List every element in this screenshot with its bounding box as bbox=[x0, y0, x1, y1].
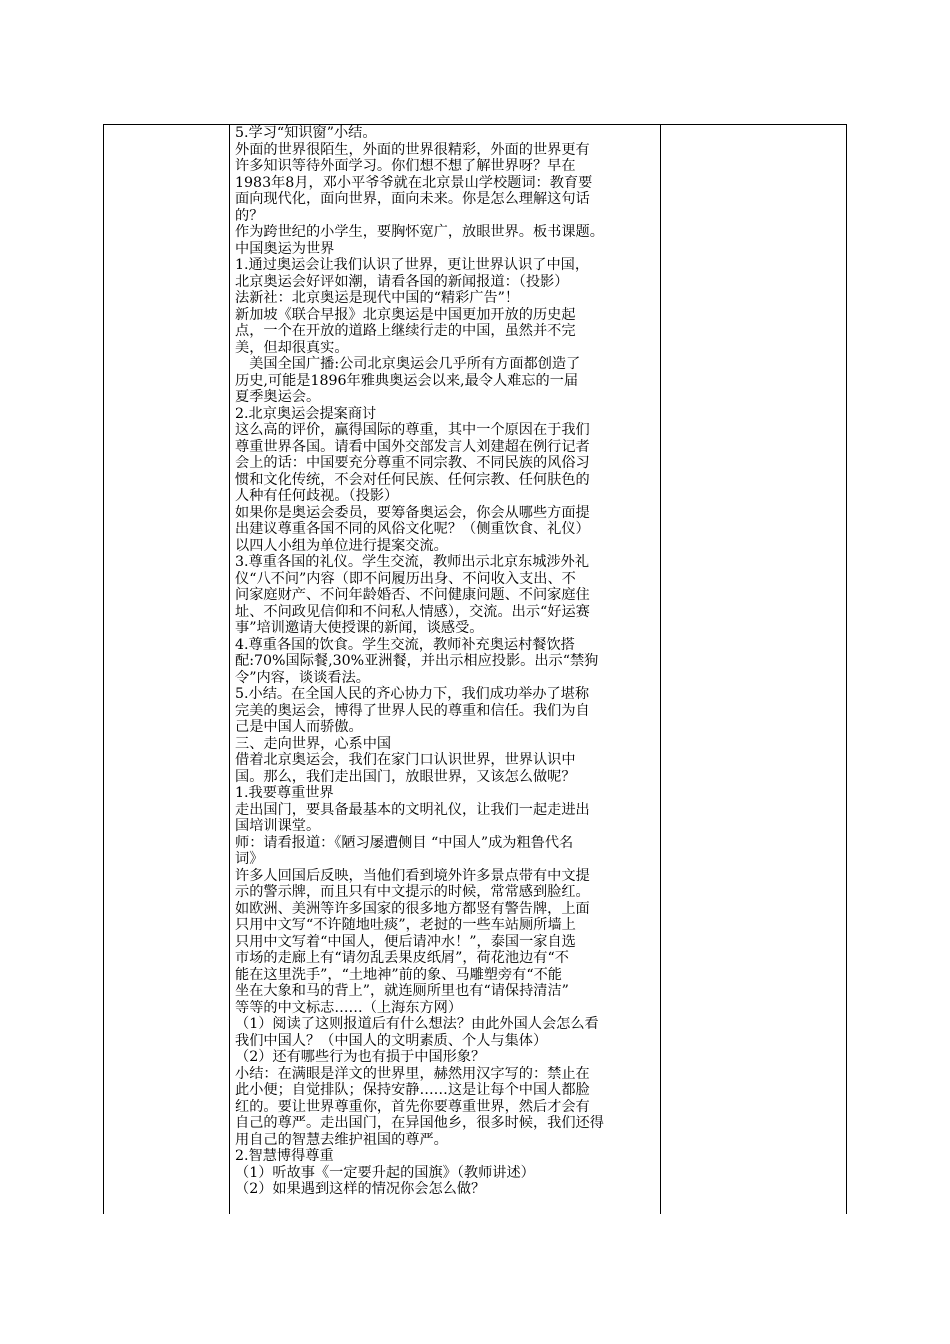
text-line: 面向现代化，面向世界，面向未来。你是怎么理解这句话 bbox=[235, 191, 590, 207]
table-border-right bbox=[846, 124, 847, 1214]
table-divider-2 bbox=[660, 124, 661, 1214]
text-line: 能在这里洗手”，“土地神”前的象、马雕塑旁有“不能 bbox=[235, 966, 562, 983]
text-line: （1）听故事《一定要升起的国旗》（教师讲述） bbox=[235, 1164, 535, 1181]
text-line: 师：请看报道：《陋习屡遭侧目 “中国人”成为粗鲁代名 bbox=[235, 834, 574, 851]
text-line: 美国全国广播:公司北京奥运会几乎所有方面都创造了 bbox=[235, 356, 581, 372]
table-divider-1 bbox=[229, 124, 230, 1214]
text-line: 只用中文写着“中国人，便后请冲水！”，泰国一家自选 bbox=[235, 933, 576, 950]
text-line: 走出国门，要具备最基本的文明礼仪，让我们一起走进出 bbox=[235, 801, 590, 818]
text-line: 许多知识等待外面学习。你们想不想了解世界呀？早在 bbox=[235, 158, 576, 174]
text-line: 仪“八不问”内容（即不问履历出身、不问收入支出、不 bbox=[235, 570, 576, 587]
text-line: 3.尊重各国的礼仪。学生交流，教师出示北京东城涉外礼 bbox=[235, 554, 590, 570]
text-line: 新加坡《联合早报》北京奥运是中国更加开放的历史起 bbox=[235, 306, 576, 323]
text-line: 三、走向世界，心系中国 bbox=[235, 735, 392, 752]
text-line: 这么高的评价，赢得国际的尊重，其中一个原因在于我们 bbox=[235, 422, 590, 438]
text-line: 此小便；自觉排队；保持安静……这是让每个中国人都脸 bbox=[235, 1082, 590, 1098]
text-line: 法新社：北京奥运是现代中国的“精彩广告”！ bbox=[235, 290, 520, 306]
text-line: 国培训课堂。 bbox=[235, 818, 321, 834]
text-line: 2.北京奥运会提案商讨 bbox=[235, 405, 377, 422]
text-line: 以四人小组为单位进行提案交流。 bbox=[235, 537, 448, 554]
text-line: 小结：在满眼是洋文的世界里，赫然用汉字写的：禁止在 bbox=[235, 1065, 590, 1082]
text-line: 事”培训邀请大使授课的新闻，谈感受。 bbox=[235, 620, 484, 636]
text-line: 会上的话：中国要充分尊重不同宗教、不同民族的风俗习 bbox=[235, 455, 590, 471]
text-line: 如欧洲、美洲等许多国家的很多地方都竖有警告牌，上面 bbox=[235, 900, 590, 917]
text-line: 如果你是奥运会委员，要筹备奥运会，你会从哪些方面提 bbox=[235, 504, 590, 521]
lesson-plan-table bbox=[103, 124, 847, 1214]
text-line: 的？ bbox=[235, 207, 264, 224]
text-line: 美，但却很真实。 bbox=[235, 339, 349, 356]
text-line: 惯和文化传统，不会对任何民族、任何宗教、任何肤色的 bbox=[235, 471, 590, 488]
text-line: 外面的世界很陌生，外面的世界很精彩，外面的世界更有 bbox=[235, 141, 590, 158]
text-line: 坐在大象和马的背上”，就连厕所里也有“请保持清洁” bbox=[235, 983, 569, 999]
text-line: 历史,可能是1896年雅典奥运会以来,最令人难忘的一届 bbox=[235, 372, 579, 389]
lesson-content-cell bbox=[235, 125, 655, 1198]
text-line: 只用中文写“不许随地吐痰”，老挝的一些车站厕所墙上 bbox=[235, 917, 576, 933]
text-line: 址、不问政见信仰和不问私人情感），交流。出示“好运赛 bbox=[235, 603, 590, 620]
text-line: 作为跨世纪的小学生，要胸怀宽广，放眼世界。板书课题。 bbox=[235, 224, 604, 240]
text-line: 夏季奥运会。 bbox=[235, 389, 321, 405]
text-line: 借着北京奥运会，我们在家门口认识世界，世界认识中 bbox=[235, 752, 576, 768]
text-line: 5.小结。在全国人民的齐心协力下，我们成功举办了堪称 bbox=[235, 686, 590, 702]
text-line: 完美的奥运会，博得了世界人民的尊重和信任。我们为自 bbox=[235, 702, 590, 719]
text-line: 我们中国人？（中国人的文明素质、个人与集体） bbox=[235, 1032, 548, 1049]
table-border-left bbox=[103, 124, 104, 1214]
text-line: 词》 bbox=[235, 851, 264, 867]
text-line: 红的。要让世界尊重你，首先你要尊重世界，然后才会有 bbox=[235, 1098, 590, 1115]
text-line: 1.通过奥运会让我们认识了世界，更让世界认识了中国， bbox=[235, 257, 590, 273]
text-line: 中国奥运为世界 bbox=[235, 240, 335, 257]
text-line: 自己的尊严。走出国门，在异国他乡，很多时候，我们还得 bbox=[235, 1115, 604, 1131]
text-line: 用自己的智慧去维护祖国的尊严。 bbox=[235, 1131, 448, 1148]
text-line: 尊重世界各国。请看中国外交部发言人刘建超在例行记者 bbox=[235, 438, 590, 455]
text-line: 4.尊重各国的饮食。学生交流，教师补充奥运村餐饮搭 bbox=[235, 636, 575, 653]
text-line: 国。那么，我们走出国门，放眼世界，又该怎么做呢？ bbox=[235, 768, 576, 785]
text-line: 北京奥运会好评如潮，请看各国的新闻报道：（投影） bbox=[235, 273, 569, 290]
text-line: 许多人回国后反映，当他们看到境外许多景点带有中文提 bbox=[235, 867, 590, 884]
text-line: （1）阅读了这则报道后有什么想法？由此外国人会怎么看 bbox=[235, 1016, 599, 1032]
text-line: 5.学习“知识窗”小结。 bbox=[235, 125, 377, 141]
text-line: 令”内容，谈谈看法。 bbox=[235, 669, 370, 686]
text-line: 1983年8月，邓小平爷爷就在北京景山学校题词：教育要 bbox=[235, 174, 593, 191]
text-line: （2）如果遇到这样的情况你会怎么做？ bbox=[235, 1181, 486, 1197]
text-line: 等等的中文标志……（上海东方网） bbox=[235, 999, 463, 1016]
text-line: 配:70%国际餐,30%亚洲餐，并出示相应投影。出示“禁狗 bbox=[235, 653, 599, 669]
text-line: 己是中国人而骄傲。 bbox=[235, 719, 363, 735]
text-line: 示的警示牌，而且只有中文提示的时候，常常感到脸红。 bbox=[235, 884, 590, 900]
text-line: 问家庭财产、不问年龄婚否、不问健康问题、不问家庭住 bbox=[235, 587, 590, 603]
text-line: 人种有任何歧视。（投影） bbox=[235, 488, 399, 504]
text-line: 市场的走廊上有“请勿乱丢果皮纸屑”，荷花池边有“不 bbox=[235, 950, 569, 966]
text-line: （2）还有哪些行为也有损于中国形象？ bbox=[235, 1049, 486, 1065]
text-line: 2.智慧博得尊重 bbox=[235, 1148, 334, 1164]
text-line: 1.我要尊重世界 bbox=[235, 785, 334, 801]
text-line: 出建议尊重各国不同的风俗文化呢？（侧重饮食、礼仪） bbox=[235, 521, 590, 537]
text-line: 点，一个在开放的道路上继续行走的中国，虽然并不完 bbox=[235, 323, 576, 339]
